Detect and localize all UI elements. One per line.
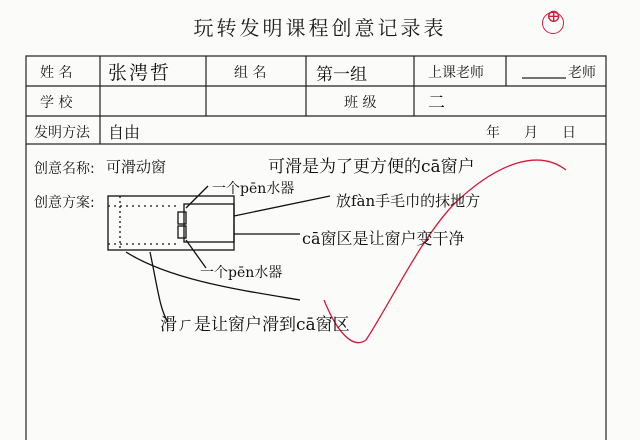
value-idea-name: 可滑动窗 (106, 158, 167, 176)
annotation-area: cā窗区是让窗户变干净 (302, 229, 465, 248)
annotation-towel: 放fàn手毛巾的抹地方 (336, 192, 481, 210)
value-grade: 二 (428, 93, 445, 113)
label-teacher: 上课老师 (428, 65, 484, 81)
label-idea-plan: 创意方案: (34, 195, 95, 211)
annotation-sprayer-top: 一个pēn水器 (212, 181, 295, 197)
annotation-bottom: 滑ㄏ是让窗户滑到cā窗区 (160, 315, 350, 335)
annotation-top: 可滑是为了更方便的cā窗户 (268, 157, 475, 177)
value-method: 自由 (108, 123, 141, 142)
label-teacher-suffix: 老师 (568, 65, 596, 81)
sketch-device (108, 186, 330, 322)
label-grade: 班 级 (344, 95, 377, 111)
score-mark: ⊕ (546, 6, 562, 27)
annotation-sprayer-bottom: 一个pēn水器 (200, 265, 283, 281)
label-year: 年 (486, 125, 500, 141)
form-title: 玩转发明课程创意记录表 (193, 16, 447, 40)
red-check-mark (324, 160, 566, 342)
label-method: 发明方法 (34, 125, 90, 141)
label-day: 日 (562, 125, 576, 141)
label-school: 学 校 (40, 95, 73, 111)
value-group: 第一组 (316, 65, 367, 85)
label-idea-name: 创意名称: (34, 161, 95, 177)
label-group: 组 名 (234, 65, 267, 81)
label-month: 月 (524, 125, 538, 141)
value-name: 张涄哲 (108, 62, 172, 84)
label-name: 姓 名 (40, 65, 73, 81)
